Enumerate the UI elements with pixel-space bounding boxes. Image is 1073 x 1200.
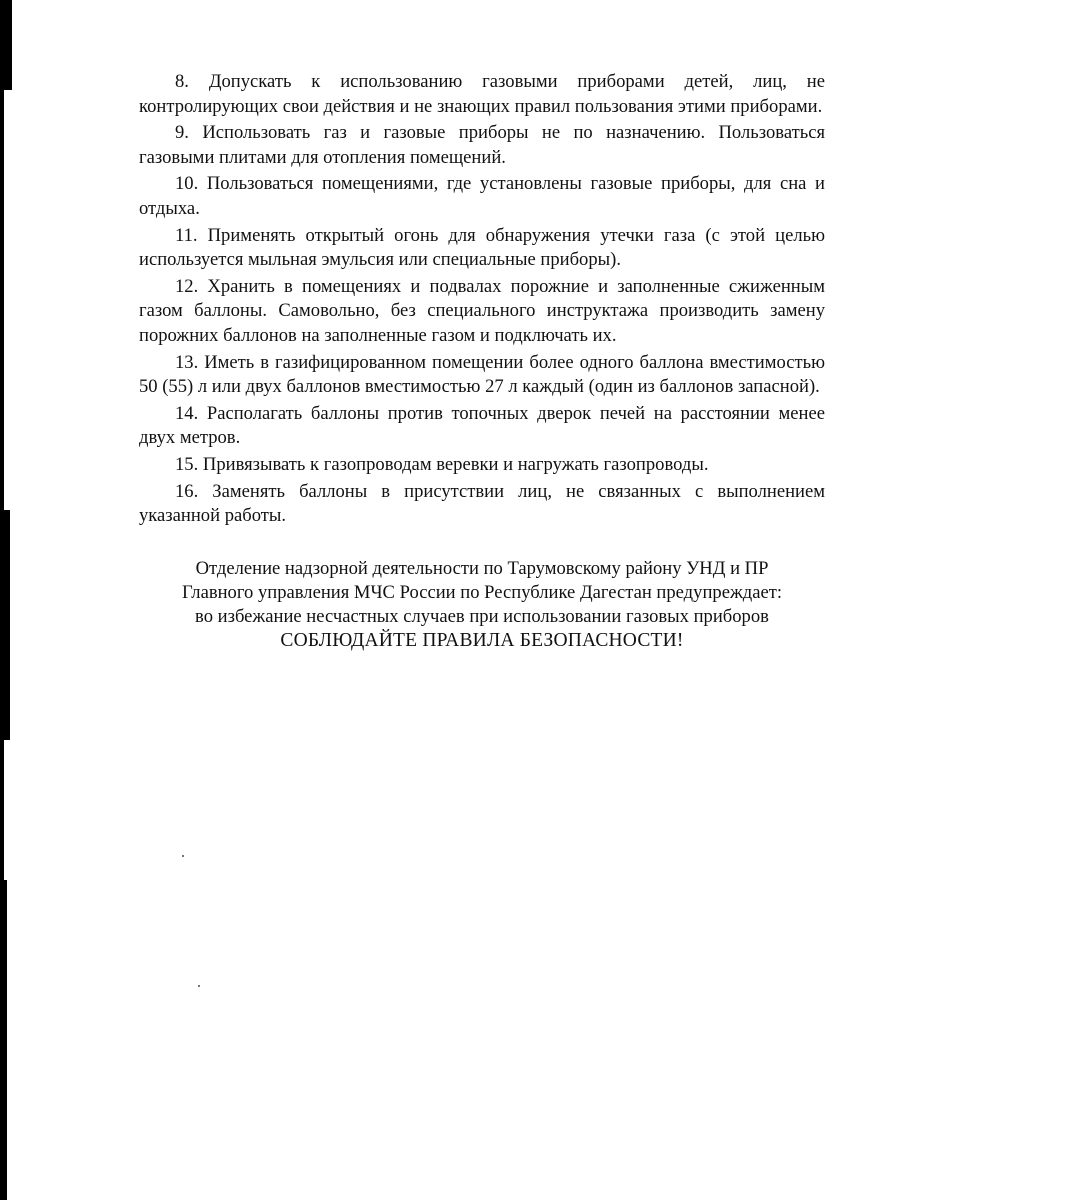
scan-edge-artifact [0, 0, 14, 1200]
rule-14: 14. Располагать баллоны против топочных дверок печей на расстоянии менее двух метров. [139, 402, 825, 449]
rule-13: 13. Иметь в газифицированном помещении более одного баллона вместимостью 50 (55) л или двух баллонов вместимостью 27 л каждый (один из баллонов запасной). [139, 351, 825, 398]
scan-speck [198, 985, 200, 987]
safety-warning-heading: СОБЛЮДАЙТЕ ПРАВИЛА БЕЗОПАСНОСТИ! [280, 629, 684, 651]
rule-8: 8. Допускать к использованию газовыми приборами детей, лиц, не контролирующих свои действия и не знающих правил пользования этими приборами. [139, 71, 825, 117]
rules-list [139, 70, 825, 529]
notice-line-3: во избежание несчастных случаев при использовании газовых приборов [195, 605, 769, 627]
rule-16: 16. Заменять баллоны в присутствии лиц, не связанных с выполнением указанной работы. [139, 480, 825, 527]
notice-line-1: Отделение надзорной деятельности по Тарумовскому району УНД и ПР [195, 557, 769, 579]
rule-12: 12. Хранить в помещениях и подвалах порожние и заполненные сжиженным газом баллоны. Самовольно, без специального инструктажа производить замену порожних баллонов на заполненные газом и подключать их. [139, 275, 825, 346]
rule-9: 9. Использовать газ и газовые приборы не по назначению. Пользоваться газовыми плитами для отопления помещений. [139, 122, 825, 168]
safety-notice [139, 557, 825, 653]
document-page [139, 70, 825, 653]
rule-10: 10. Пользоваться помещениями, где установлены газовые приборы, для сна и отдыха. [139, 173, 825, 219]
rule-11: 11. Применять открытый огонь для обнаружения утечки газа (с этой целью используется мыльная эмульсия или специальные приборы). [139, 224, 825, 271]
notice-line-2: Главного управления МЧС России по Республике Дагестан предупреждает: [181, 581, 783, 603]
rule-15: 15. Привязывать к газопроводам веревки и нагружать газопроводы. [175, 453, 709, 475]
scan-speck [182, 855, 184, 857]
